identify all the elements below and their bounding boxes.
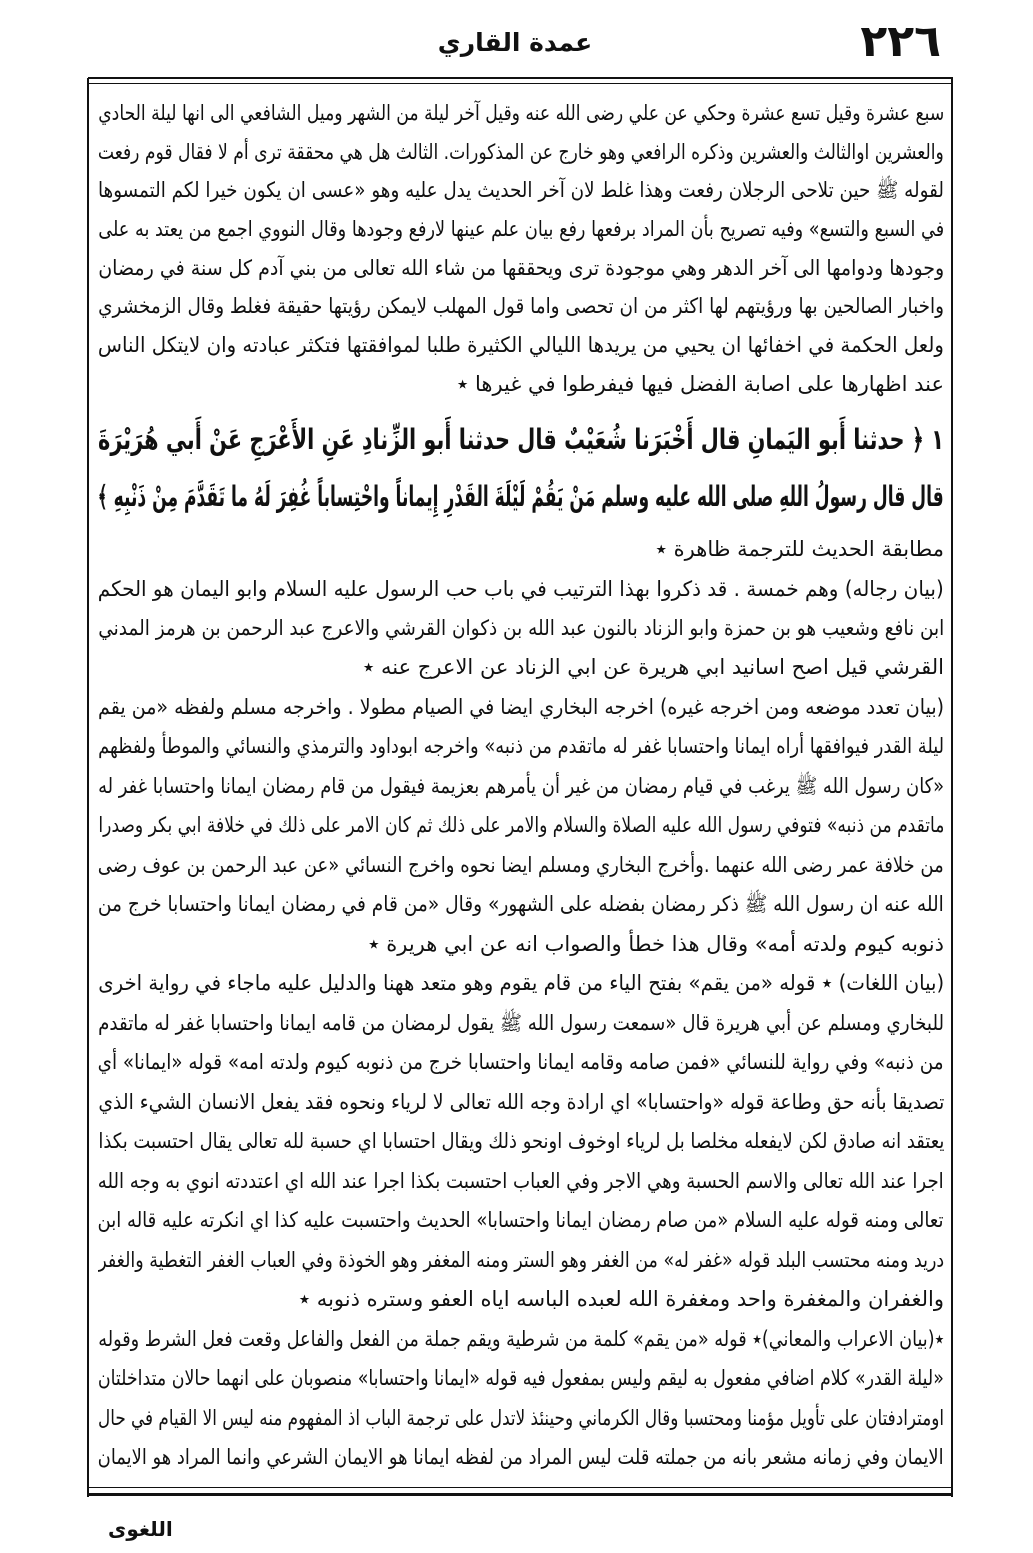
text-line-2 <box>98 133 944 171</box>
text-line-33 <box>98 1399 944 1437</box>
line-text: مطابقة الحديث للترجمة ظاهرة ٭ <box>655 537 944 561</box>
line-text: في السبع والتسع» وفيه تصريح بأن المراد برفعها رفع بيان علم عينها لارفع وجودها وقال النووي اجمع من يعتد به على <box>98 217 944 241</box>
hadith-text: قال قال رسولُ اللهِ صلى الله عليه وسلم مَنْ يَقُمْ لَيْلَةَ القَدْرِ إِيماناً واحْتِساباً غُفِرَ لَهُ ما تَقَدَّمَ مِنْ ذَنْبِهِ ﴾ <box>98 480 944 513</box>
line-text: ٭(بيان الاعراب والمعاني)٭ قوله «من يقم» كلمة من شرطية ويقم جملة من الفعل والفاعل وقعت فعل الشرط وقوله <box>98 1327 944 1351</box>
text-line-23 <box>98 1004 944 1042</box>
line-text: اجرا عند الله تعالى والاسم الحسبة وهي الاجر وفي العباب احتسبت بكذا اجرا عند الله اي اعتددته انوي به وجه الله <box>98 1169 944 1193</box>
text-line-19 <box>98 846 944 884</box>
text-line-29 <box>98 1241 944 1279</box>
line-text: القرشي قيل اصح اسانيد ابي هريرة عن ابي الزناد عن الاعرج عنه ٭ <box>362 655 944 679</box>
text-line-16 <box>98 727 944 765</box>
hadith-text: ١ ﴿ حدثنا أَبو اليَمانِ قال أَخْبَرَنا شُعَيْبٌ قال حدثنا أَبو الزِّنادِ عَنِ الأَعْرَجِ عَنْ أَبي هُرَيْرَةَ <box>98 423 944 456</box>
line-text: واخبار الصالحين بها ورؤيتهم لها اكثر من ان تحصى واما قول المهلب لايمكن رؤيتها حقيقة فغلط وقال الزمخشري <box>98 294 944 318</box>
line-text: وجودها ودوامها الى آخر الدهر وهي موجودة ترى ويحققها من شاء الله تعالى من بني آدم كل سنة في رمضان <box>98 256 944 280</box>
line-text: تعالى ومنه قوله عليه السلام «من صام رمضان ايمانا واحتسابا» الحديث واحتسبت عليه كذا اي انكرته عليه قاله ابن <box>98 1208 944 1232</box>
line-text: (بيان اللغات) ٭ قوله «من يقم» بفتح الياء من قام يقوم وهو متعد ههنا والدليل عليه ماجاء في رواية اخرى <box>98 971 944 995</box>
text-line-18 <box>98 806 944 844</box>
line-text: ولعل الحكمة في اخفائها ان يحيي من يريدها الليالي الكثيرة طلبا لموافقتها فتكثر عبادته وان لايتكل الناس <box>98 333 944 357</box>
line-text: ابن نافع وشعيب هو بن حمزة وابو الزناد بالنون عبد الله بن ذكوان القرشي والاعرج عبد الرحمن بن هرمز المدني <box>98 616 944 640</box>
line-text: ذنوبه كيوم ولدته أمه» وقال هذا خطأ والصواب انه عن ابي هريرة ٭ <box>368 932 944 956</box>
line-text: اومترادفتان على تأويل مؤمنا ومحتسبا وقال الكرماني وحينئذ لاتدل على ترجمة الباب اذ المفهوم منه ليس الا القيام في حال <box>98 1406 944 1430</box>
text-line-12 <box>98 570 944 608</box>
line-text: لقوله ﷺ حين تلاحى الرجلان رفعت وهذا غلط لان آخر الحديث يدل عليه وهو «عسى ان يكون خيرا لكم التمسوها <box>98 178 944 202</box>
running-title: عمدة القاري <box>437 28 593 57</box>
line-text: والعشرين اوالثالث والعشرين وذكره الرافعي وهو خارج عن المذكورات. الثالث هل هي محققة ترى أم لا فقال قوم رفعت <box>98 140 944 164</box>
line-text: يعتقد انه صادق لكن لايفعله مخلصا بل لرياء اوخوف اونحو ذلك ويقال احتسابا اي حسبة لله تعالى يقال احتسبت بكذا <box>98 1129 944 1153</box>
text-line-7 <box>98 326 944 364</box>
text-line-1 <box>98 94 944 132</box>
line-text: ماتقدم من ذنبه» فتوفي رسول الله عليه الصلاة والسلام والامر على ذلك ثم كان الامر على ذلك في خلافة ابي بكر وصدرا <box>98 813 944 837</box>
text-line-4 <box>98 210 944 248</box>
footer-rule-bottom <box>88 1493 953 1496</box>
line-text: من خلافة عمر رضى الله عنهما .وأخرج البخاري ومسلم ايضا نحوه واخرج النسائي «عن عبد الرحمن بن عوف رضى <box>98 853 944 877</box>
frame-left-border <box>87 78 89 1497</box>
catchword: اللغوى <box>108 1517 173 1541</box>
hadith-line-2 <box>98 470 944 524</box>
frame-right-border <box>951 78 953 1497</box>
text-line-28 <box>98 1201 944 1239</box>
text-line-25 <box>98 1083 944 1121</box>
text-line-26 <box>98 1122 944 1160</box>
line-text: (بيان رجاله) وهم خمسة . قد ذكروا بهذا الترتيب في باب حب الرسول عليه السلام وابو اليمان هو الحكم <box>98 577 944 601</box>
text-line-21 <box>98 925 944 963</box>
text-line-24 <box>98 1043 944 1081</box>
text-line-11 <box>98 530 944 568</box>
hadith-line-1 <box>98 413 944 467</box>
text-line-27 <box>98 1162 944 1200</box>
line-text: «كان رسول الله ﷺ يرغب في قيام رمضان من غير أن يأمرهم بعزيمة فيقول من قام رمضان ايمانا واحتسابا غفر له <box>98 774 944 798</box>
text-line-30 <box>98 1280 944 1318</box>
line-text: (بيان تعدد موضعه ومن اخرجه غيره) اخرجه البخاري ايضا في الصيام مطولا . واخرجه مسلم ولفظه «من يقم <box>98 695 944 719</box>
text-line-13 <box>98 609 944 647</box>
line-text: ليلة القدر فيوافقها أراه ايمانا واحتسابا غفر له ماتقدم من ذنبه» واخرجه ابوداود والترمذي والنسائي والموطأ ولفظهم <box>98 734 944 758</box>
line-text: للبخاري ومسلم عن أبي هريرة قال «سمعت رسول الله ﷺ يقول لرمضان من قامه ايمانا واحتسابا غفر له ماتقدم <box>98 1011 944 1035</box>
line-text: تصديقا بأنه حق وطاعة قوله «واحتسابا» اي ارادة وجه الله تعالى لا لرياء ونحوه فقد يفعل الانسان الشيء الذي <box>98 1090 944 1114</box>
text-line-6 <box>98 287 944 325</box>
text-line-14 <box>98 648 944 686</box>
text-line-31 <box>98 1320 944 1358</box>
line-text: سبع عشرة وقيل تسع عشرة وحكي عن علي رضى الله عنه وقيل آخر ليلة من الشهر وميل الشافعي الى انها ليلة الحادي <box>98 101 944 125</box>
line-text: عند اظهارها على اصابة الفضل فيها فيفرطوا في غيرها ٭ <box>456 372 944 396</box>
text-line-32 <box>98 1359 944 1397</box>
header-rule-top <box>88 77 953 79</box>
line-text: «ليلة القدر» كلام اضافي مفعول به ليقم وليس بمفعول فيه قوله «ايمانا واحتسابا» منصوبان على انهما حالان متداخلتان <box>98 1366 944 1390</box>
text-line-15 <box>98 688 944 726</box>
line-text: من ذنبه» وفي رواية للنسائي «فمن صامه وقامه ايمانا واحتسابا خرج من ذنوبه كيوم ولدته امه» قوله «ايمانا» أي <box>98 1050 944 1074</box>
page-number: ٢٢٦ <box>860 16 941 67</box>
text-line-5 <box>98 249 944 287</box>
line-text: دريد ومنه محتسب البلد قوله «غفر له» من الغفر وهو الستر ومنه المغفر وهو الخوذة وفي العباب الغفر التغطية والغفر <box>98 1248 944 1272</box>
line-text: الايمان وفي زمانه مشعر بانه من جملته قلت ليس المراد من لفظه ايمانا هو الايمان الشرعي وانما المراد هو الايمان <box>98 1445 944 1469</box>
text-line-34 <box>98 1438 944 1476</box>
footer-rule-top <box>88 1487 953 1488</box>
text-line-20 <box>98 885 944 923</box>
text-line-8 <box>98 365 944 403</box>
header-rule-bottom <box>88 83 953 84</box>
line-text: والغفران والمغفرة واحد ومغفرة الله لعبده الباسه اياه العفو وستره ذنوبه ٭ <box>298 1287 944 1311</box>
text-line-3 <box>98 171 944 209</box>
text-line-17 <box>98 767 944 805</box>
text-line-22 <box>98 964 944 1002</box>
line-text: الله عنه ان رسول الله ﷺ ذكر رمضان بفضله على الشهور» وقال «من قام في رمضان ايمانا واحتسابا خرج من <box>98 892 944 916</box>
